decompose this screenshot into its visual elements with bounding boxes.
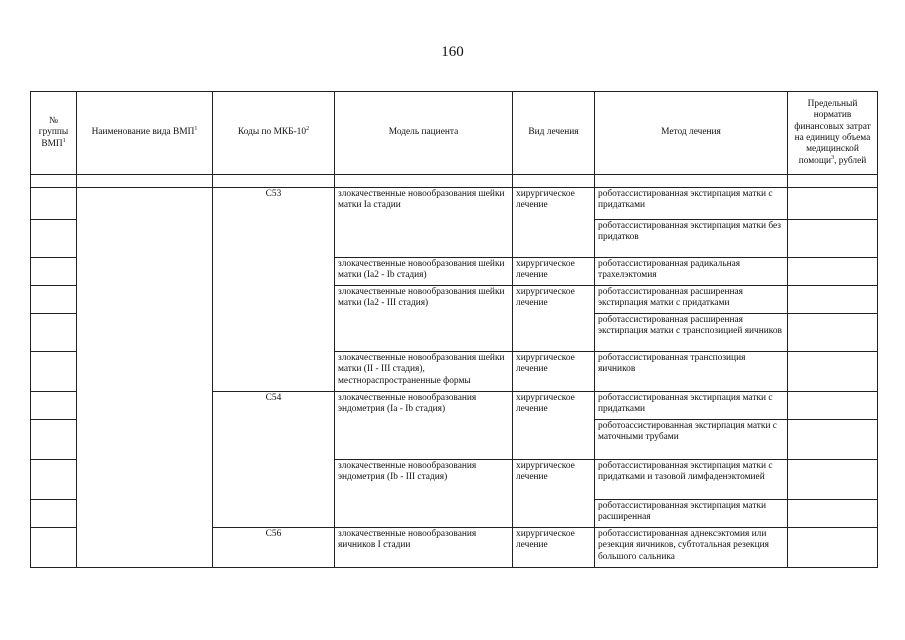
header-cost-norm: Предельный норматив финансовых затрат на единицу объема медицинской помощи$^3$, рублей bbox=[788, 92, 878, 175]
group-number-cell bbox=[31, 314, 77, 352]
cost-norm-cell bbox=[788, 220, 878, 258]
header-treatment-type: Вид лечения bbox=[513, 92, 595, 175]
group-number-cell bbox=[31, 500, 77, 528]
group-number-cell bbox=[31, 220, 77, 258]
group-number-cell bbox=[31, 258, 77, 286]
cost-norm-cell bbox=[788, 286, 878, 314]
page-number: 160 bbox=[441, 44, 464, 60]
header-vmp-name: Наименование вида ВМП$^1$ bbox=[77, 92, 213, 175]
patient-model-cell: злокачественные новообразования эндометрия (Ib - III стадия) bbox=[335, 460, 513, 528]
treatment-method-cell: роботассистированная экстирпация матки с придатками bbox=[595, 188, 788, 220]
cost-norm-cell bbox=[788, 258, 878, 286]
table-row bbox=[31, 188, 878, 220]
header-treatment-method: Метод лечения bbox=[595, 92, 788, 175]
treatment-method-cell: роботассистированная радикальная трахелэктомия bbox=[595, 258, 788, 286]
patient-model-cell: злокачественные новообразования шейки матки (Ia2 - III стадия) bbox=[335, 286, 513, 352]
cost-norm-cell bbox=[788, 314, 878, 352]
patient-model-cell: злокачественные новообразования шейки матки (II - III стадия), местнораспространенные формы bbox=[335, 352, 513, 392]
treatment-type-cell: хирургическое лечение bbox=[513, 352, 595, 392]
treatment-method-cell: роботассистированная транспозиция яичников bbox=[595, 352, 788, 392]
icd-code-cell: C54 bbox=[213, 392, 335, 528]
treatment-type-cell: хирургическое лечение bbox=[513, 258, 595, 286]
treatment-type-cell: хирургическое лечение bbox=[513, 188, 595, 258]
treatment-type-cell: хирургическое лечение bbox=[513, 528, 595, 568]
group-number-cell bbox=[31, 528, 77, 568]
treatment-type-cell: хирургическое лечение bbox=[513, 286, 595, 352]
treatment-type-cell: хирургическое лечение bbox=[513, 392, 595, 460]
cost-norm-cell bbox=[788, 460, 878, 500]
icd-code-cell: C56 bbox=[213, 528, 335, 568]
group-number-cell bbox=[31, 420, 77, 460]
treatment-method-cell: роботассистированная экстирпация матки с придатками и тазовой лимфаденэктомией bbox=[595, 460, 788, 500]
treatment-method-cell: роботоассистированная экстирпация матки с маточными трубами bbox=[595, 420, 788, 460]
patient-model-cell: злокачественные новообразования эндометрия (Ia - Ib стадия) bbox=[335, 392, 513, 460]
cost-norm-cell bbox=[788, 392, 878, 420]
icd-code-cell: C53 bbox=[213, 188, 335, 392]
header-patient-model: Модель пациента bbox=[335, 92, 513, 175]
patient-model-cell: злокачественные новообразования шейки матки Ia стадии bbox=[335, 188, 513, 258]
header-group-number: № группы ВМП$^1$ bbox=[31, 92, 77, 175]
group-number-cell bbox=[31, 286, 77, 314]
header-icd-codes: Коды по МКБ-$10^2$ bbox=[213, 92, 335, 175]
patient-model-cell: злокачественные новообразования яичников I стадии bbox=[335, 528, 513, 568]
cost-norm-cell bbox=[788, 352, 878, 392]
treatment-type-cell: хирургическое лечение bbox=[513, 460, 595, 528]
group-number-cell bbox=[31, 460, 77, 500]
table-header-row bbox=[31, 92, 878, 175]
treatment-method-cell: роботассистированная аднексэктомия или резекция яичников, субтотальная резекция большого сальника bbox=[595, 528, 788, 568]
group-number-cell bbox=[31, 352, 77, 392]
spacer-row bbox=[31, 175, 878, 188]
group-number-cell bbox=[31, 188, 77, 220]
procedures-table bbox=[30, 91, 878, 568]
cost-norm-cell bbox=[788, 188, 878, 220]
treatment-method-cell: роботассистированная расширенная экстирпация матки с придатками bbox=[595, 286, 788, 314]
cost-norm-cell bbox=[788, 528, 878, 568]
treatment-method-cell: роботассистированная экстирпация матки без придатков bbox=[595, 220, 788, 258]
vmp-name-cell bbox=[77, 188, 213, 568]
patient-model-cell: злокачественные новообразования шейки матки (Ia2 - Ib стадия) bbox=[335, 258, 513, 286]
cost-norm-cell bbox=[788, 500, 878, 528]
treatment-method-cell: роботассистированная экстирпация матки расширенная bbox=[595, 500, 788, 528]
group-number-cell bbox=[31, 392, 77, 420]
treatment-method-cell: роботассистированная расширенная экстирпация матки с транспозицией яичников bbox=[595, 314, 788, 352]
treatment-method-cell: роботассистированная экстирпация матки с придатками bbox=[595, 392, 788, 420]
cost-norm-cell bbox=[788, 420, 878, 460]
